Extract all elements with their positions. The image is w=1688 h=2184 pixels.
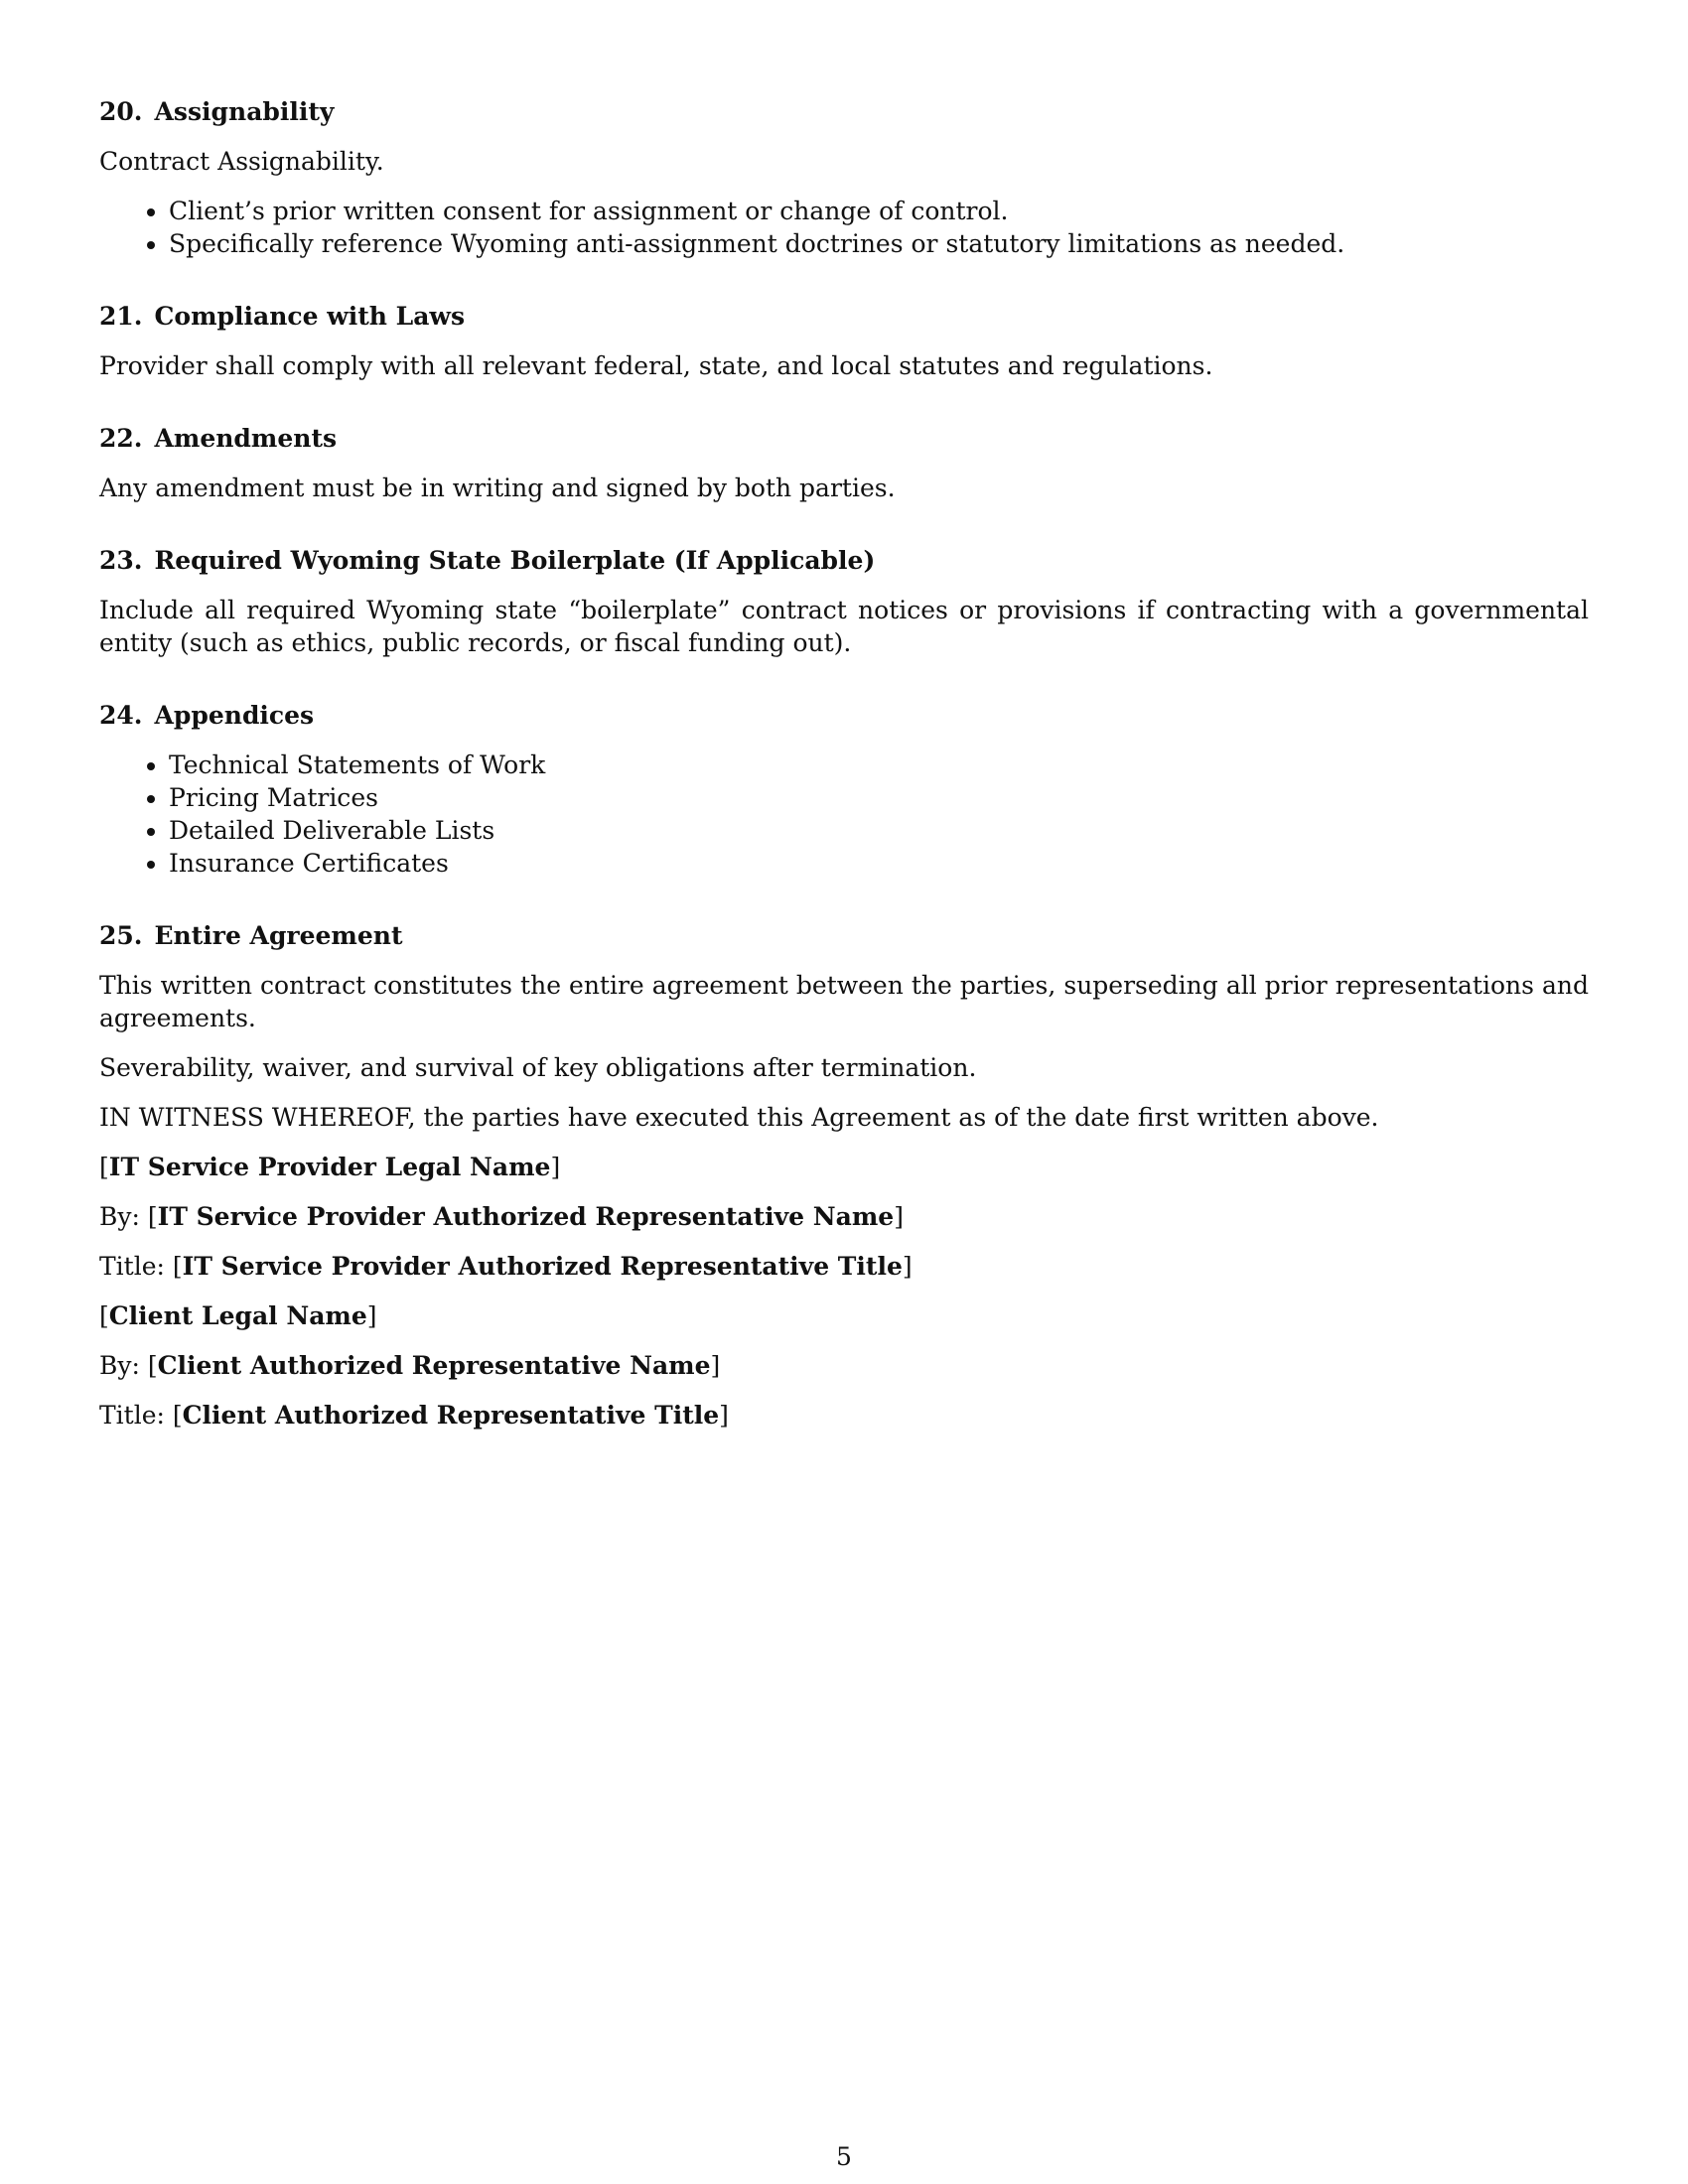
section-title: Appendices (154, 701, 315, 730)
provider-name-value: IT Service Provider Legal Name (108, 1153, 551, 1181)
signature-block-client (99, 1299, 1589, 1432)
by-label: By: (99, 1351, 140, 1380)
page-number: 5 (836, 2142, 852, 2171)
section-boilerplate (99, 544, 1589, 659)
list-item: • Specifically reference Wyoming anti-assignment doctrines or statutory limitations as needed. (169, 227, 1589, 260)
section-heading (99, 699, 1589, 732)
document-page (99, 95, 1589, 1448)
section-heading (99, 95, 1589, 128)
section-heading (99, 919, 1589, 952)
provider-rep-name: IT Service Provider Authorized Representative Name (157, 1202, 895, 1231)
section-number: 24. (99, 701, 143, 730)
section-heading (99, 300, 1589, 333)
title-label: Title: (99, 1252, 165, 1281)
list-item: • Insurance Certificates (169, 847, 1589, 880)
client-rep-name: Client Authorized Representative Name (157, 1351, 711, 1380)
section-title: Assignability (154, 97, 335, 126)
section-number: 22. (99, 424, 143, 453)
section-title: Compliance with Laws (154, 302, 466, 331)
section-number: 20. (99, 97, 143, 126)
list-item: • Detailed Deliverable Lists (169, 814, 1589, 847)
section-number: 25. (99, 921, 143, 950)
section-text: Provider shall comply with all relevant federal, state, and local statutes and regulations. (99, 351, 1213, 380)
client-title-line: Title: [Client Authorized Representative Title] (99, 1401, 729, 1430)
section-text: This written contract constitutes the entire agreement between the parties, superseding all prior representations and agreements. (99, 971, 1589, 1032)
section-entire-agreement (99, 919, 1589, 1432)
section-heading (99, 544, 1589, 577)
section-assignability (99, 95, 1589, 260)
client-by-line: By: [Client Authorized Representative Name] (99, 1351, 721, 1380)
section-title: Required Wyoming State Boilerplate (If Applicable) (154, 546, 876, 575)
list-item: • Technical Statements of Work (169, 749, 1589, 781)
client-rep-title: Client Authorized Representative Title (182, 1401, 720, 1430)
section-text: Include all required Wyoming state “boilerplate” contract notices or provisions if contracting with a governmental entity (such as ethics, public records, or fiscal funding out). (99, 596, 1589, 657)
section-title: Amendments (154, 424, 338, 453)
section-heading (99, 422, 1589, 455)
section-number: 23. (99, 546, 143, 575)
section-text-secondary: Severability, waiver, and survival of key obligations after termination. (99, 1053, 977, 1082)
signature-block-provider (99, 1151, 1589, 1283)
bullet-list (99, 195, 1589, 260)
by-label: By: (99, 1202, 140, 1231)
section-appendices (99, 699, 1589, 880)
list-item: • Pricing Matrices (169, 781, 1589, 814)
bullet-list (99, 749, 1589, 880)
client-legal-name: [Client Legal Name] (99, 1301, 377, 1330)
section-title: Entire Agreement (154, 921, 403, 950)
section-number: 21. (99, 302, 143, 331)
provider-by-line: By: [IT Service Provider Authorized Representative Name] (99, 1202, 904, 1231)
list-item: • Client’s prior written consent for assignment or change of control. (169, 195, 1589, 227)
section-compliance (99, 300, 1589, 382)
section-intro: Contract Assignability. (99, 147, 384, 176)
section-text: Any amendment must be in writing and signed by both parties. (99, 474, 896, 502)
provider-rep-title: IT Service Provider Authorized Representative Title (182, 1252, 903, 1281)
witness-clause: IN WITNESS WHEREOF, the parties have executed this Agreement as of the date first written above. (99, 1103, 1379, 1132)
title-label: Title: (99, 1401, 165, 1430)
client-name-value: Client Legal Name (108, 1301, 367, 1330)
section-amendments (99, 422, 1589, 504)
provider-title-line: Title: [IT Service Provider Authorized Representative Title] (99, 1252, 913, 1281)
provider-legal-name: [IT Service Provider Legal Name] (99, 1153, 561, 1181)
